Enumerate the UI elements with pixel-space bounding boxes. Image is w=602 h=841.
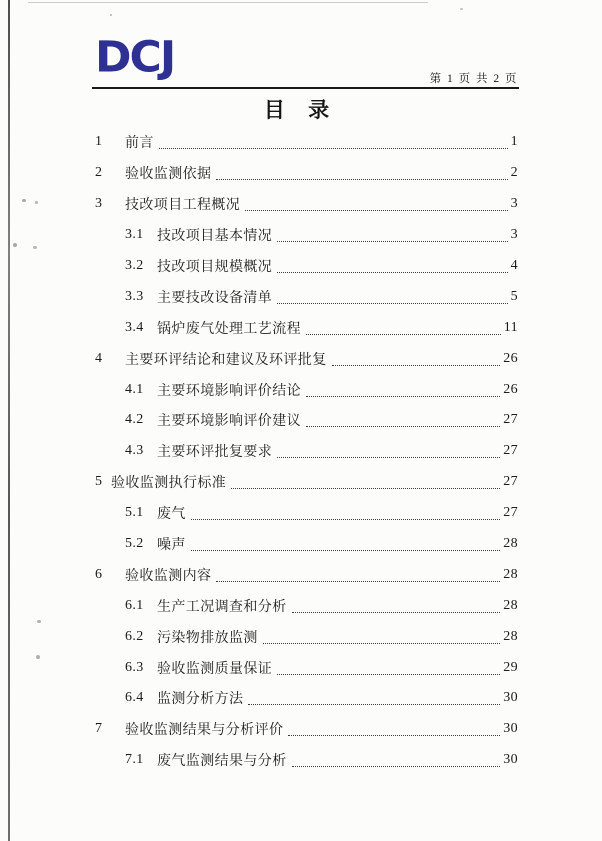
dot-leader bbox=[191, 536, 500, 551]
toc-entry-number: 5.2 bbox=[125, 536, 144, 552]
toc-entry bbox=[95, 220, 518, 251]
toc-entry-title: 噪声 bbox=[157, 538, 186, 554]
dot-leader bbox=[263, 629, 500, 644]
toc-entry-title: 验收监测执行标准 bbox=[111, 476, 227, 492]
toc-entry bbox=[95, 683, 518, 714]
toc-entry-title: 废气监测结果与分析 bbox=[157, 754, 287, 770]
toc-entry-page: 29 bbox=[503, 659, 518, 675]
toc-entry-title: 锅炉废气处理工艺流程 bbox=[157, 321, 301, 337]
toc-entry-number: 6.1 bbox=[125, 597, 144, 613]
toc-entry-title: 监测分析方法 bbox=[157, 692, 244, 708]
toc-entry-number: 7 bbox=[95, 721, 103, 737]
toc-entry-page: 26 bbox=[503, 381, 518, 397]
dot-leader bbox=[248, 690, 500, 705]
toc-entry-number: 3.3 bbox=[125, 288, 144, 304]
dot-leader bbox=[277, 289, 507, 304]
toc-list bbox=[95, 127, 518, 776]
dot-leader bbox=[292, 752, 501, 767]
toc-entry-page: 2 bbox=[510, 165, 518, 181]
toc-entry-page: 3 bbox=[510, 227, 518, 243]
toc-entry bbox=[95, 590, 518, 621]
toc-entry-title: 验收监测依据 bbox=[125, 167, 212, 183]
toc-entry-page: 27 bbox=[503, 443, 518, 459]
toc-entry-number: 3.1 bbox=[125, 227, 144, 243]
toc-entry-title: 主要技改设备清单 bbox=[157, 290, 273, 306]
toc-entry-page: 27 bbox=[503, 412, 518, 428]
scan-edge-line bbox=[8, 0, 10, 841]
toc-entry-title: 主要环评批复要求 bbox=[157, 445, 273, 461]
page-title: 目 录 bbox=[263, 98, 339, 122]
toc-entry-title: 主要环境影响评价结论 bbox=[157, 383, 301, 399]
toc-entry bbox=[95, 652, 518, 683]
toc-entry-number: 5 bbox=[95, 474, 103, 490]
scan-speck bbox=[110, 14, 112, 16]
toc-entry bbox=[95, 127, 518, 158]
dot-leader bbox=[288, 721, 500, 736]
toc-entry bbox=[95, 158, 518, 189]
dot-leader bbox=[306, 412, 500, 427]
toc-entry-number: 3.4 bbox=[125, 319, 144, 335]
dot-leader bbox=[306, 320, 501, 335]
toc-entry bbox=[95, 343, 518, 374]
toc-entry bbox=[95, 621, 518, 652]
toc-entry-page: 27 bbox=[503, 474, 518, 490]
toc-entry bbox=[95, 374, 518, 405]
toc-entry-number: 2 bbox=[95, 165, 103, 181]
toc-entry bbox=[95, 745, 518, 776]
scan-speck bbox=[460, 8, 463, 10]
toc-entry-title: 前言 bbox=[125, 136, 154, 152]
dot-leader bbox=[277, 660, 500, 675]
toc-entry-page: 28 bbox=[503, 628, 518, 644]
toc-entry bbox=[95, 714, 518, 745]
toc-entry-number: 3.2 bbox=[125, 258, 144, 273]
scan-speck bbox=[13, 243, 17, 247]
dot-leader bbox=[277, 258, 507, 273]
toc-entry bbox=[95, 312, 518, 343]
dot-leader bbox=[191, 505, 500, 520]
toc-entry bbox=[95, 281, 518, 312]
toc-entry bbox=[95, 559, 518, 590]
toc-entry-page: 30 bbox=[503, 690, 518, 706]
toc-entry-number: 6.2 bbox=[125, 628, 144, 644]
toc-entry-page: 28 bbox=[503, 566, 518, 582]
scan-speck bbox=[36, 655, 40, 659]
header-rule bbox=[92, 87, 519, 89]
toc-entry-page: 1 bbox=[510, 134, 518, 150]
toc-entry-number: 7.1 bbox=[125, 752, 144, 768]
toc-entry-number: 6.4 bbox=[125, 690, 144, 706]
toc-entry-title: 技改项目工程概况 bbox=[125, 198, 241, 214]
scan-speck bbox=[35, 201, 38, 204]
toc-entry bbox=[95, 436, 518, 467]
dot-leader bbox=[216, 567, 500, 582]
toc-entry-number: 6.3 bbox=[125, 659, 144, 675]
toc-entry-page: 3 bbox=[510, 196, 518, 212]
toc-entry-title: 废气 bbox=[157, 507, 186, 523]
toc-entry-page: 5 bbox=[510, 288, 518, 304]
toc-entry-title: 验收监测内容 bbox=[125, 568, 212, 584]
dot-leader bbox=[306, 382, 500, 397]
dot-leader bbox=[332, 351, 501, 366]
toc-entry-page: 27 bbox=[503, 505, 518, 521]
toc-entry-page: 11 bbox=[503, 319, 518, 335]
toc-entry-title: 验收监测质量保证 bbox=[157, 661, 273, 677]
toc-entry-number: 1 bbox=[95, 134, 103, 150]
toc-entry-title: 污染物排放监测 bbox=[157, 630, 258, 646]
dot-leader bbox=[277, 227, 507, 242]
toc-entry-title: 主要环评结论和建议及环评批复 bbox=[125, 352, 327, 368]
toc-entry-title: 生产工况调查和分析 bbox=[157, 599, 287, 615]
scan-speck bbox=[37, 620, 41, 623]
toc-entry bbox=[95, 189, 518, 220]
toc-entry bbox=[95, 251, 518, 282]
dot-leader bbox=[292, 598, 501, 613]
dot-leader bbox=[231, 474, 500, 489]
toc-entry-page: 4 bbox=[510, 258, 518, 273]
toc-entry-number: 3 bbox=[95, 196, 103, 212]
toc-entry-page: 28 bbox=[503, 536, 518, 552]
toc-entry-title: 验收监测结果与分析评价 bbox=[125, 723, 284, 739]
toc-entry-title: 主要环境影响评价建议 bbox=[157, 414, 301, 430]
page-indicator: 第 1 页 共 2 页 bbox=[429, 73, 518, 85]
scan-speck bbox=[22, 199, 26, 202]
toc-entry bbox=[95, 405, 518, 436]
dot-leader bbox=[216, 165, 507, 180]
toc-entry bbox=[95, 467, 518, 498]
toc-entry bbox=[95, 529, 518, 560]
toc-entry-number: 6 bbox=[95, 566, 103, 582]
scan-top-edge-line bbox=[28, 2, 428, 3]
dcj-logo: DCJ bbox=[95, 32, 175, 83]
dot-leader bbox=[245, 196, 507, 211]
scan-speck bbox=[33, 246, 37, 249]
toc-entry-number: 4.3 bbox=[125, 443, 144, 459]
toc-entry-page: 26 bbox=[503, 350, 518, 366]
dot-leader bbox=[159, 134, 508, 149]
toc-entry-number: 4 bbox=[95, 350, 103, 366]
toc-entry-number: 4.2 bbox=[125, 412, 144, 428]
toc-entry-page: 30 bbox=[503, 721, 518, 737]
dot-leader bbox=[277, 443, 500, 458]
toc-entry-title: 技改项目规模概况 bbox=[157, 260, 273, 275]
toc-entry bbox=[95, 498, 518, 529]
toc-entry-number: 4.1 bbox=[125, 381, 144, 397]
toc-entry-title: 技改项目基本情况 bbox=[157, 229, 273, 245]
toc-entry-page: 28 bbox=[503, 597, 518, 613]
toc-entry-number: 5.1 bbox=[125, 505, 144, 521]
toc-entry-page: 30 bbox=[503, 752, 518, 768]
